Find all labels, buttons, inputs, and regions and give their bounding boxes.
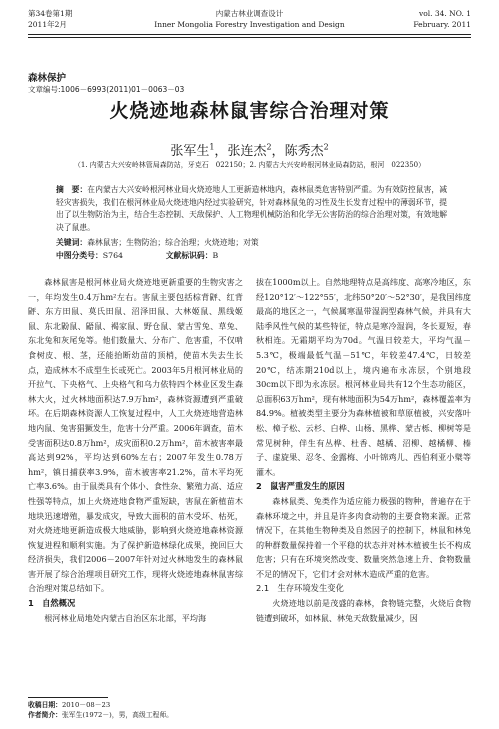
header-right: [413, 8, 471, 30]
received-date: 2010－08－23: [61, 701, 111, 709]
doc-code-label: 文献标识码：: [165, 251, 213, 260]
volume-issue-en: vol. 34. NO. 1: [418, 9, 471, 18]
header-rule-2: [28, 37, 471, 38]
issue-date-en: February. 2011: [413, 20, 471, 29]
abstract-label: 摘 要：: [56, 185, 88, 194]
left-column: [28, 275, 243, 625]
body-paragraph: 拔在1000m以上。自然地理特点是高纬度、高寒冷地区，东经120°12′～122°55′，北纬50°20′～52°30′，是我国纬度最高的地区之一，气候属寒温带湿润型森林气候，并具有大陆季风性气候的某些特征，特点是寒冷湿润，冬长夏短，春秋相连。无霜期平均为70d。气温日较差大，平均气温－5.3℃，极端最低气温－51℃，年较差47.4℃，日较差20℃，结冻期210d以上，境内遍布永冻层，个别地段30cm以下即为永冻层。根河林业局共有12个生态功能区，总面积63万hm²，现有林地面积为54万hm²，森林覆盖率为84.9%。植被类型主要分为森林植被和草原植被，兴安落叶松、樟子松、云杉、白桦、山杨、黑桦、蒙古栎、柳树等是常见树种，伴生有丛桦、杜香、越橘、沼柳、越橘柳、榛子、虚旋果、忍冬、金露梅、小叶锦鸡儿、西伯利亚小檗等灌木。: [256, 277, 471, 477]
received-label: 收稿日期：: [28, 701, 62, 709]
author-separator: ，: [271, 144, 285, 159]
doc-code-value: B: [212, 251, 219, 260]
body-paragraph: 火烧迹地以前是茂盛的森林，食物链完整，火烧后食物链遭到破坏，如林鼠、林兔天敌数量减少，因: [256, 598, 471, 623]
body-paragraph: 根河林业局地处内蒙古自治区东北部，平均海: [44, 612, 207, 623]
author-bio-label: 作者简介：: [28, 711, 62, 719]
section-heading: 1 自然概况: [28, 598, 76, 609]
volume-issue: 第34卷第1期: [28, 9, 73, 18]
clc-value: S764: [102, 251, 124, 260]
section-label: 森林保护: [28, 73, 67, 84]
clc-label: 中图分类号：: [56, 251, 103, 260]
author-sup: 2: [323, 142, 329, 152]
subsection-heading: 2.1 生存环境发生变化: [256, 583, 344, 594]
footnote-rule: [28, 697, 108, 698]
abstract: [56, 184, 447, 234]
article-id: 文章编号:1006－6993(2011)01－0063－03: [28, 85, 185, 94]
section-heading: 2 鼠害严重发生的原因: [256, 481, 345, 492]
keywords-text: 森林鼠害；生物防治；综合治理；火烧迹地；对策: [87, 238, 259, 247]
author-sup: 1: [209, 142, 215, 152]
body-paragraph: 森林鼠害是根河林业局火烧迹地更新重要的生物灾害之一，年均发生0.4万hm²左右。害鼠主要包括棕背䶄、红背䶄、东方田鼠、莫氏田鼠、沼泽田鼠、大林姬鼠、黑线姬鼠、东北鼢鼠、鼯鼠、褐家鼠、野仓鼠、蒙古雪兔、草兔、东北兔和灰尾兔等。他们数量大、分布广、危害重，不仅啃食树皮、根、茎，还能抬断幼苗的顶梢，使苗木失去生长点，造成林木不成型生长或死亡。2003年5月根河林业局的开拉气、下央格气、上央格气和乌力依特四个林业区发生森林大火，过火林地面积达7.9万hm²，森林资源遭到严重破坏。在后期森林资源人工恢复过程中，人工火烧迹地营造林地内鼠、兔害猖獗发生，危害十分严重。2006年调查，苗木受害面积达0.8万hm²，成灾面积0.2万hm²，苗木被害率最高达到92%，平均达到60%左右；2007年发生0.78万hm²，镇日捕获率3.9%，苗木被害率21.2%，苗木平均死亡率3.6%。由于鼠类具有个体小、食性杂、繁殖力高、适应性强等特点，加上火烧迹地食物严重短缺，害鼠在新植苗木地块迅速增殖，暴发成灾，导致大面积的苗木受坏、枯死，对火烧迹地更新造成极大地威胁，影响到火烧迹地森林资源恢复进程和顺利实施。为了保护新造林绿化成果，挽回巨大经济损失，我们2006－2007年针对过火林地发生的森林鼠害开展了综合治理项目研究工作，现将火烧迹地森林鼠害综合治理对策总结如下。: [28, 277, 243, 594]
author-sup: 2: [266, 142, 272, 152]
header-rule: [28, 34, 471, 35]
issue-date: 2011年2月: [28, 20, 67, 29]
header-center: [28, 8, 471, 30]
author-bio: 张军生(1972－)，男，高级工程师。: [61, 711, 173, 719]
journal-name-cn: 内蒙古林业调查设计: [215, 9, 284, 18]
author-name: 张军生: [170, 144, 210, 159]
journal-name-en: Inner Mongolia Forestry Investigation and Design: [154, 20, 345, 29]
right-column: [256, 275, 471, 625]
keywords: [56, 237, 447, 249]
affiliation: （1. 内蒙古大兴安岭林管局森防站，牙克石 022150；2. 内蒙古大兴安岭根河林业局森防站，根河 022350）: [73, 161, 426, 169]
author-separator: ，: [214, 144, 228, 159]
paper-title: 火烧迹地森林鼠害综合治理对策: [109, 100, 390, 122]
running-header: [28, 8, 471, 36]
author-name: 张连杰: [227, 144, 267, 159]
abstract-text: 在内蒙古大兴安岭根河林业局火烧迹地人工更新造林地内，森林鼠类危害特别严重。为有效防控鼠害，减轻灾害损失，我们在根河林业局火烧迹地内经过实验研究，针对森林鼠兔的习性及生长发育过程中的薄弱环节，提出了以生物防治为主，结合生态控制、天敌保护、人工物理机械防治和化学无公害防治的综合治理对策，有效地解决了鼠患。: [56, 185, 448, 232]
body-paragraph: 森林鼠类、兔类作为适应能力极强的物种，普遍存在于森林环境之中，并且是许多肉食动物的主要食物来源。正常情况下，在其他生物种类及自然因子的控制下，林鼠和林兔的种群数量保持着一个平稳的状态并对林木植被生长不构成危害；只有在环境突然改变、数量突然急速上升、食物数量不足的情况下，它们才会对林木造成严重的危害。: [256, 495, 471, 579]
author-list: [0, 140, 499, 159]
classification: [56, 250, 258, 261]
author-name: 陈秀杰: [284, 144, 324, 159]
footnote: [28, 700, 173, 720]
keywords-label: 关键词：: [56, 238, 88, 247]
